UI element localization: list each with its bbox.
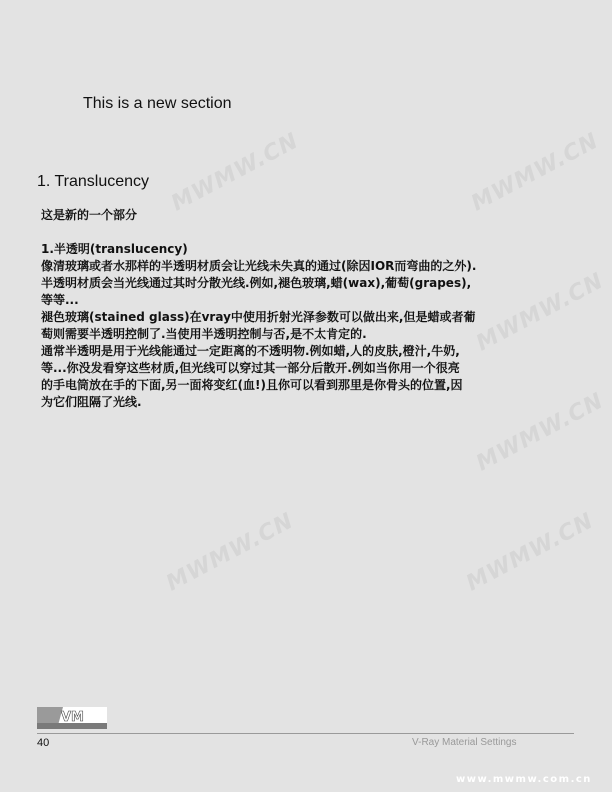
footer-divider (37, 733, 574, 734)
translucency-heading: 1. Translucency (37, 173, 150, 190)
text-line: 像清玻璃或者水那样的半透明材质会让光线未失真的通过(除因IOR而弯曲的之外). (41, 259, 477, 273)
footer-title: V-Ray Material Settings (412, 737, 517, 748)
text-line: 等...你没发看穿这些材质,但光线可以穿过其一部分后散开.例如当你用一个很亮 (41, 361, 460, 375)
watermark: MWMW.CN (167, 128, 303, 217)
vm-logo (37, 707, 107, 729)
intro-line: 这是新的一个部分 (41, 208, 138, 222)
text-line: 半透明材质会当光线通过其时分散光线.例如,褪色玻璃,蜡(wax),葡萄(grapes), (41, 276, 472, 290)
watermark: MWMW.CN (467, 128, 603, 217)
text-line: 1.半透明(translucency) (41, 242, 188, 256)
section-heading: This is a new section (83, 95, 232, 112)
text-line: 萄则需要半透明控制了.当使用半透明控制与否,是不太肯定的. (41, 327, 367, 341)
paragraph-gap (41, 224, 561, 241)
watermark: MWMW.CN (462, 508, 598, 597)
logo-text: VM (61, 710, 84, 725)
text-line: 褪色玻璃(stained glass)在vray中使用折射光泽参数可以做出来,但是蜡或者葡 (41, 310, 476, 324)
text-line: 为它们阻隔了光线. (41, 395, 142, 409)
watermark: MWMW.CN (472, 388, 608, 477)
watermark: MWMW.CN (472, 268, 608, 357)
page-number: 40 (37, 737, 50, 749)
body-text (41, 207, 561, 411)
watermark: MWMW.CN (162, 508, 298, 597)
site-url: www.mwmw.com.cn (456, 774, 592, 785)
text-line: 等等... (41, 293, 79, 307)
text-line: 通常半透明是用于光线能通过一定距离的不透明物.例如蜡,人的皮肤,橙汁,牛奶, (41, 344, 460, 358)
text-line: 的手电筒放在手的下面,另一面将变红(血!)且你可以看到那里是你骨头的位置,因 (41, 378, 463, 392)
